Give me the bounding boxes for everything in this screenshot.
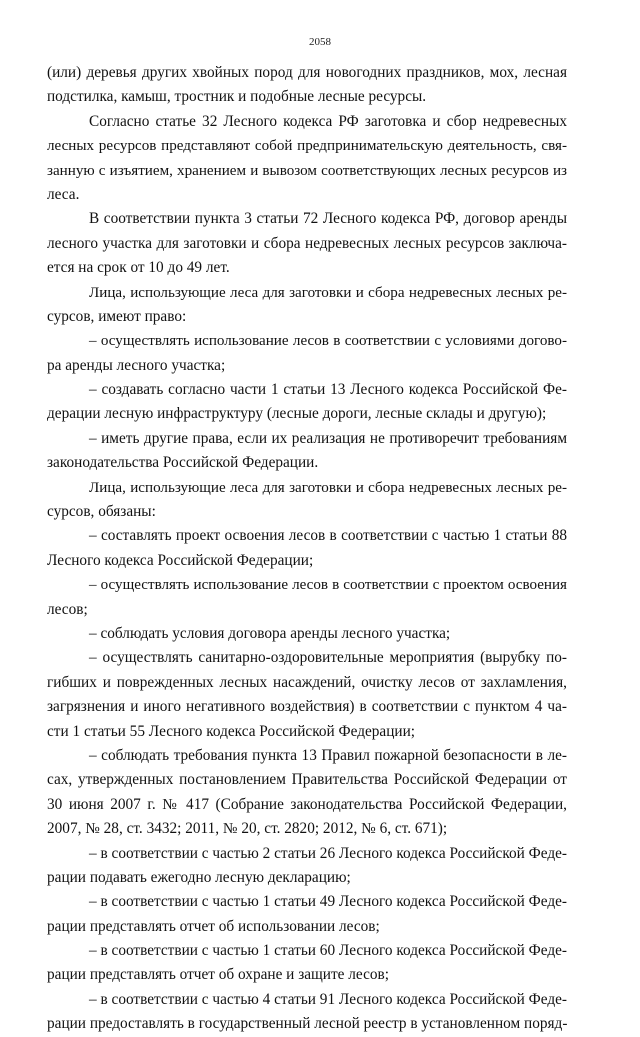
text-line: гибших и поврежденных лесных насаждений, очистку лесов от захламления, <box>47 673 567 691</box>
text-line: дерации лесную инфраструктуру (лесные дороги, лесные склады и другую); <box>47 405 547 423</box>
text-line: – осуществлять санитарно-оздоровительные мероприятия (вырубку по- <box>89 649 567 667</box>
text-line: рации предоставлять в государственный лесной реестр в установленном поряд- <box>47 1015 568 1033</box>
text-line: Согласно статье 32 Лесного кодекса РФ заготовка и сбор недревесных <box>89 112 567 130</box>
text-line: сурсов, имеют право: <box>47 307 187 325</box>
text-line: сти 1 статьи 55 Лесного кодекса Российской Федерации; <box>47 722 416 740</box>
text-line: сурсов, обязаны: <box>47 503 156 521</box>
body-text <box>47 61 567 1037</box>
text-line: ется на срок от 10 до 49 лет. <box>47 259 230 277</box>
text-line: Лица, использующие леса для заготовки и сбора недревесных лесных ре- <box>89 284 567 301</box>
text-line: рации представлять отчет об использовании лесов; <box>47 917 380 935</box>
text-line: (или) деревья других хвойных пород для новогодних праздников, мох, лесная <box>47 64 567 81</box>
text-line: 2007, № 28, ст. 3432; 2011, № 20, ст. 2820; 2012, № 6, ст. 671); <box>47 820 448 838</box>
text-line: – соблюдать условия договора аренды лесного участка; <box>89 624 451 642</box>
text-line: Лесного кодекса Российской Федерации; <box>47 551 314 569</box>
text-line: – в соответствии с частью 1 статьи 60 Лесного кодекса Российской Феде- <box>89 942 567 960</box>
text-line: занную с изъятием, хранением и вывозом соответствующих лесных ресурсов из <box>47 162 567 179</box>
text-line: – составлять проект освоения лесов в соответствии с частью 1 статьи 88 <box>89 527 567 545</box>
text-line: – осуществлять использование лесов в соответствии с условиями догово- <box>89 333 567 350</box>
text-line: ра аренды лесного участка; <box>47 356 226 374</box>
text-line: – в соответствии с частью 4 статьи 91 Лесного кодекса Российской Феде- <box>89 990 567 1008</box>
text-line: загрязнения и иного негативного воздействия) в соответствии с пунктом 4 ча- <box>47 698 567 716</box>
text-line: – создавать согласно части 1 статьи 13 Лесного кодекса Российской Фе- <box>89 381 567 399</box>
text-line: – в соответствии с частью 2 статьи 26 Лесного кодекса Российской Феде- <box>89 844 567 862</box>
text-line: – в соответствии с частью 1 статьи 49 Лесного кодекса Российской Феде- <box>89 893 567 911</box>
text-line: сах, утвержденных постановлением Правительства Российской Федерации от <box>47 771 567 789</box>
text-line: лесов; <box>47 600 88 618</box>
text-line: лесных ресурсов представляют собой предпринимательскую деятельность, свя- <box>47 138 567 155</box>
text-line: В соответствии пункта 3 статьи 72 Лесного кодекса РФ, договор аренды <box>89 210 567 228</box>
text-line: – соблюдать требования пункта 13 Правил пожарной безопасности в ле- <box>89 746 567 764</box>
text-line: – иметь другие права, если их реализация не противоречит требованиям <box>89 429 567 447</box>
text-line: рации подавать ежегодно лесную декларацию; <box>47 868 351 886</box>
text-line: законодательства Российской Федерации. <box>47 454 319 472</box>
text-line: 30 июня 2007 г. № 417 (Собрание законодательства Российской Федерации, <box>47 795 567 813</box>
text-line: леса. <box>47 185 80 203</box>
text-line: лесного участка для заготовки и сбора недревесных лесных ресурсов заключа- <box>47 234 567 252</box>
text-line: Лица, использующие леса для заготовки и сбора недревесных лесных ре- <box>89 479 567 496</box>
page-number: 2058 <box>309 36 331 48</box>
text-line: – осуществлять использование лесов в соответствии с проектом освоения <box>89 577 567 594</box>
text-line: подстилка, камыш, тростник и подобные лесные ресурсы. <box>47 88 427 106</box>
text-line: рации представлять отчет об охране и защите лесов; <box>47 966 390 984</box>
